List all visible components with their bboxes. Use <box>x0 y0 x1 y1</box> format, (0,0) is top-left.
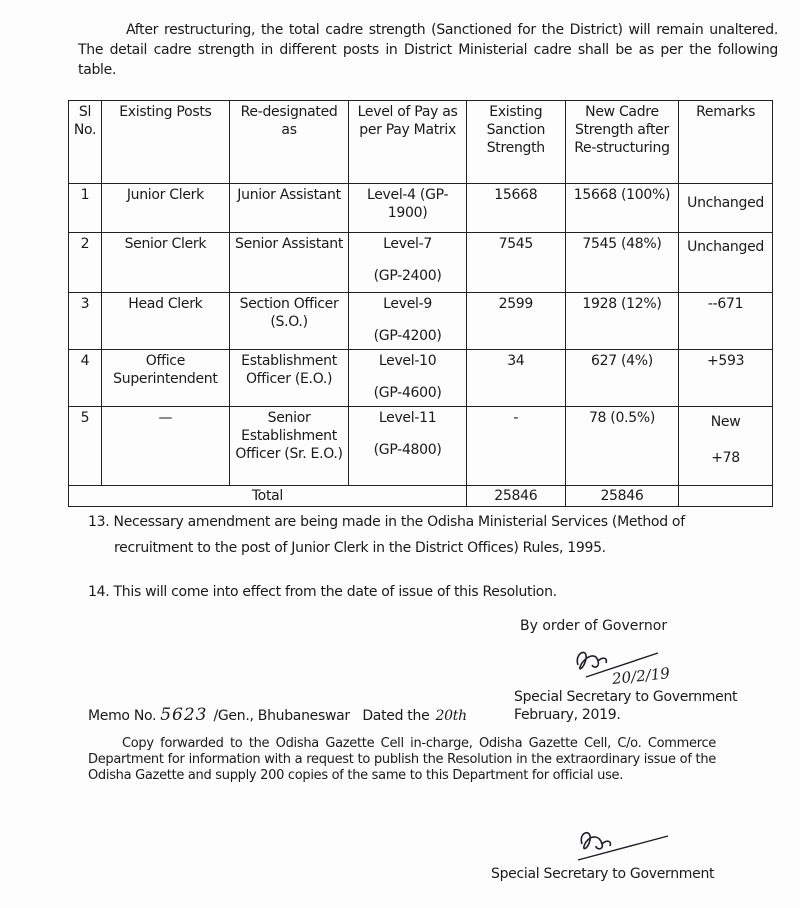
table-row <box>69 233 773 293</box>
cell-redesignated: Section Officer (S.O.) <box>229 293 349 350</box>
header-redesignated: Re-designated as <box>229 101 349 184</box>
pay-level: Level-4 (GP- <box>366 187 449 203</box>
pay-level: Level-10 <box>378 353 437 369</box>
pay-gp: (GP-4200) <box>373 328 442 344</box>
para-number: 13. <box>88 514 110 530</box>
cell-existing-post: Junior Clerk <box>101 184 229 233</box>
memo-line <box>88 706 498 725</box>
cell-existing-strength: 15668 <box>466 184 565 233</box>
pay-level: Level-11 <box>378 410 437 426</box>
para-number: 14. <box>88 584 110 600</box>
signature-1-designation: Special Secretary to Government <box>514 689 738 705</box>
cell-new-strength: 15668 (100%) <box>565 184 678 233</box>
header-pay-level: Level of Pay as per Pay Matrix <box>349 101 467 184</box>
cell-pay-level <box>349 233 467 293</box>
pay-gp: (GP-2400) <box>373 268 442 284</box>
cell-remarks: Unchanged <box>679 184 773 233</box>
table-row <box>69 184 773 233</box>
cell-sl: 4 <box>69 350 102 407</box>
para-13-line1: Necessary amendment are being made in the Odisha Ministerial Services (Method of <box>113 514 685 530</box>
copy-forwarded-paragraph <box>88 736 716 784</box>
table-header-row <box>69 101 773 184</box>
cell-existing-post: Head Clerk <box>101 293 229 350</box>
cadre-strength-table <box>68 100 773 507</box>
cell-existing-strength: 34 <box>466 350 565 407</box>
cell-redesignated: Senior Establishment Officer (Sr. E.O.) <box>229 407 349 486</box>
paragraph-14 <box>88 582 778 602</box>
header-existing-posts: Existing Posts <box>101 101 229 184</box>
cell-existing-post: Office Superintendent <box>101 350 229 407</box>
cell-new-strength: 78 (0.5%) <box>565 407 678 486</box>
cell-pay-level <box>349 293 467 350</box>
header-sl-no: Sl No. <box>69 101 102 184</box>
cell-total-remarks <box>679 486 773 507</box>
pay-level: Level-9 <box>383 296 432 312</box>
table-row <box>69 293 773 350</box>
signature-mark-2 <box>560 826 670 862</box>
remarks-sub: +78 <box>711 450 740 466</box>
pay-level: Level-7 <box>383 236 432 252</box>
table-row <box>69 350 773 407</box>
pay-gp: 1900) <box>387 205 428 221</box>
cell-sl: 3 <box>69 293 102 350</box>
cell-remarks <box>679 407 773 486</box>
memo-place: /Gen., Bhubaneswar <box>213 708 350 724</box>
cell-remarks: Unchanged <box>679 233 773 293</box>
copy-forwarded-text: Copy forwarded to the Odisha Gazette Cell in-charge, Odisha Gazette Cell, C/o. Commerce Department for information with a request to publish the Resolution in the extraordinary issue of the Odisha Gazette and supply 200 copies of the same to this Department for official use. <box>88 736 716 783</box>
by-order-of-governor: By order of Governor <box>520 618 668 634</box>
pay-gp: (GP-4600) <box>373 385 442 401</box>
cell-sl: 5 <box>69 407 102 486</box>
cell-total-existing: 25846 <box>466 486 565 507</box>
cell-sl: 1 <box>69 184 102 233</box>
memo-dated-label: Dated the <box>362 708 430 724</box>
cell-existing-post: Senior Clerk <box>101 233 229 293</box>
cell-redesignated: Senior Assistant <box>229 233 349 293</box>
memo-day-handwritten: 20th <box>435 708 467 724</box>
cell-new-strength: 7545 (48%) <box>565 233 678 293</box>
cell-remarks: --671 <box>679 293 773 350</box>
memo-prefix: Memo No. <box>88 708 157 724</box>
intro-paragraph <box>78 20 778 80</box>
paragraph-13 <box>88 512 778 558</box>
cell-existing-strength: 7545 <box>466 233 565 293</box>
cell-redesignated: Establishment Officer (E.O.) <box>229 350 349 407</box>
cell-existing-strength: - <box>466 407 565 486</box>
memo-number-handwritten: 5623 <box>160 705 208 725</box>
cell-existing-post: — <box>101 407 229 486</box>
cell-new-strength: 1928 (12%) <box>565 293 678 350</box>
header-new-strength: New Cadre Strength after Re-structuring <box>565 101 678 184</box>
pay-gp: (GP-4800) <box>373 442 442 458</box>
table-row <box>69 407 773 486</box>
cell-new-strength: 627 (4%) <box>565 350 678 407</box>
cell-pay-level <box>349 407 467 486</box>
memo-month-year: February, 2019. <box>514 707 621 723</box>
signature-1-block <box>514 688 784 724</box>
cell-total-label: Total <box>69 486 467 507</box>
signature-date-handwritten: 20/2/19 <box>611 664 671 688</box>
para-14-text: This will come into effect from the date of issue of this Resolution. <box>113 584 557 600</box>
cell-pay-level <box>349 184 467 233</box>
cell-existing-strength: 2599 <box>466 293 565 350</box>
para-13-line2: recruitment to the post of Junior Clerk in the District Offices) Rules, 1995. <box>114 540 606 556</box>
header-remarks: Remarks <box>679 101 773 184</box>
header-existing-strength: Existing Sanction Strength <box>466 101 565 184</box>
table-total-row <box>69 486 773 507</box>
cell-total-new: 25846 <box>565 486 678 507</box>
cell-pay-level <box>349 350 467 407</box>
cell-redesignated: Junior Assistant <box>229 184 349 233</box>
cell-remarks: +593 <box>679 350 773 407</box>
signature-2-designation: Special Secretary to Government <box>491 866 715 882</box>
cell-sl: 2 <box>69 233 102 293</box>
intro-text: After restructuring, the total cadre strength (Sanctioned for the District) will remain unaltered. The detail cadre strength in different posts in District Ministerial cadre shall be as per the following table. <box>78 22 778 78</box>
remarks-text: New <box>710 414 741 430</box>
